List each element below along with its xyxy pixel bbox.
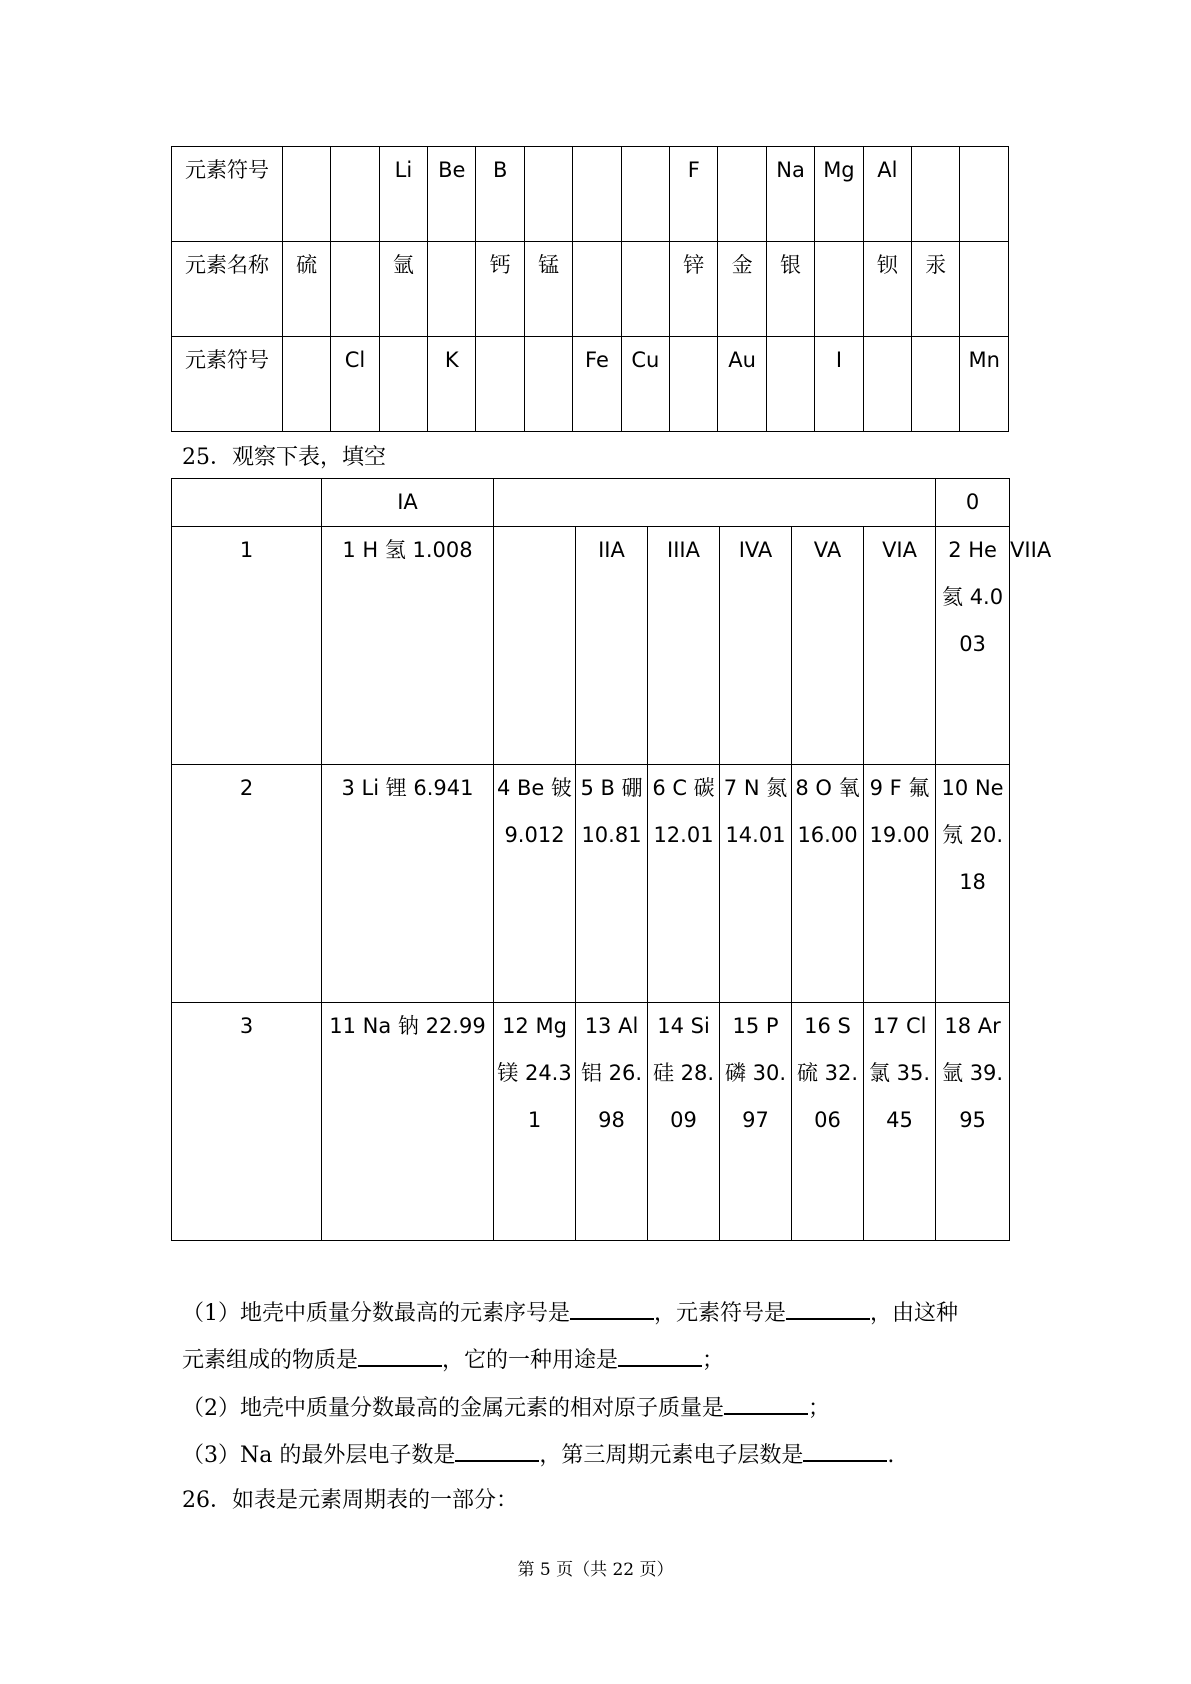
group-header-0: 0 xyxy=(936,479,1010,527)
table-cell: 银 xyxy=(766,242,814,337)
element-cell: 13 Al 铝 26.98 xyxy=(576,1003,648,1241)
question-26-title: 26．如表是元素周期表的一部分： xyxy=(182,1488,518,1513)
group-header-ia: IA xyxy=(322,479,494,527)
element-cell: 17 Cl 氯 35.45 xyxy=(864,1003,936,1241)
table-cell xyxy=(621,242,669,337)
question-text: 元素组成的物质是 xyxy=(182,1348,359,1373)
period-label: 3 xyxy=(172,1003,322,1241)
table-cell: Li xyxy=(379,147,427,242)
table-cell xyxy=(960,147,1009,242)
element-cell-he: 2 He 氦 4.003 xyxy=(936,527,1010,765)
answer-blank[interactable] xyxy=(786,1317,870,1320)
table-cell: 硫 xyxy=(282,242,330,337)
question-25-title: 25．观察下表，填空 xyxy=(182,445,386,470)
group-header: VIA xyxy=(864,527,936,765)
element-cell: 8 O 氧 16.00 xyxy=(792,765,864,1003)
table-cell xyxy=(718,147,766,242)
table-cell: Be xyxy=(428,147,476,242)
table-cell xyxy=(863,337,911,432)
table-cell: 汞 xyxy=(912,242,960,337)
element-cell-h: 1 H 氢 1.008 xyxy=(322,527,494,765)
question-text: （1）地壳中质量分数最高的元素序号是 xyxy=(182,1301,570,1326)
table-cell xyxy=(960,242,1009,337)
period-label: 2 xyxy=(172,765,322,1003)
table-cell xyxy=(331,242,379,337)
answer-blank[interactable] xyxy=(803,1459,887,1462)
table-cell: 钙 xyxy=(476,242,524,337)
table-row xyxy=(172,1003,1010,1241)
element-cell: 14 Si 硅 28.09 xyxy=(648,1003,720,1241)
question-text: （3）Na 的最外层电子数是 xyxy=(182,1443,456,1468)
table-cell: B xyxy=(476,147,524,242)
element-cell: 7 N 氮 14.01 xyxy=(720,765,792,1003)
table-cell xyxy=(573,147,621,242)
question-text: ，它的一种用途是 xyxy=(442,1348,619,1373)
table-cell: I xyxy=(815,337,863,432)
table-row: IIA IIIA IVA VA VIA VIIA xyxy=(172,527,1010,765)
element-cell: 11 Na 钠 22.99 xyxy=(322,1003,494,1241)
table-cell: Mn xyxy=(960,337,1009,432)
answer-blank[interactable] xyxy=(570,1317,654,1320)
question-1-line-2 xyxy=(182,1337,724,1384)
table-row xyxy=(172,765,1010,1003)
element-cell: 18 Ar 氩 39.95 xyxy=(936,1003,1010,1241)
empty-block xyxy=(494,479,936,527)
table-cell: Mg xyxy=(815,147,863,242)
table-cell: Al xyxy=(863,147,911,242)
element-cell: 4 Be 铍 9.012 xyxy=(494,765,576,1003)
group-header: VA xyxy=(792,527,864,765)
table-cell xyxy=(573,242,621,337)
element-cell: 10 Ne 氖 20.18 xyxy=(936,765,1010,1003)
table-cell: Cu xyxy=(621,337,669,432)
question-text: （2）地壳中质量分数最高的金属元素的相对原子质量是 xyxy=(182,1396,724,1421)
row-header: 元素符号 xyxy=(172,147,283,242)
table-cell: 钡 xyxy=(863,242,911,337)
table-cell xyxy=(670,337,718,432)
question-2 xyxy=(182,1385,830,1432)
table-cell: Na xyxy=(766,147,814,242)
table-row xyxy=(172,147,1009,242)
row-header: 元素符号 xyxy=(172,337,283,432)
answer-blank[interactable] xyxy=(618,1364,702,1367)
table-cell xyxy=(766,337,814,432)
periodic-table xyxy=(171,478,1052,1241)
table-row xyxy=(172,479,1010,527)
table-cell: Cl xyxy=(331,337,379,432)
row-header: 元素名称 xyxy=(172,242,283,337)
element-cell: 9 F 氟 19.00 xyxy=(864,765,936,1003)
table-cell xyxy=(815,242,863,337)
answer-blank[interactable] xyxy=(358,1364,442,1367)
answer-blank[interactable] xyxy=(455,1459,539,1462)
table-cell xyxy=(282,337,330,432)
answer-blank[interactable] xyxy=(724,1412,808,1415)
table-row xyxy=(172,337,1009,432)
table-cell xyxy=(282,147,330,242)
element-cell: 3 Li 锂 6.941 xyxy=(322,765,494,1003)
table-cell xyxy=(428,242,476,337)
question-text: ； xyxy=(702,1348,725,1373)
table-cell xyxy=(379,337,427,432)
table-cell xyxy=(912,147,960,242)
table-cell: K xyxy=(428,337,476,432)
page-footer: 第 5 页（共 22 页） xyxy=(517,1560,674,1580)
blank-group-cell xyxy=(494,527,576,765)
group-header: IVA xyxy=(720,527,792,765)
table-cell xyxy=(912,337,960,432)
table-cell xyxy=(476,337,524,432)
element-cell: 5 B 硼 10.81 xyxy=(576,765,648,1003)
element-table xyxy=(171,146,1009,432)
table-cell xyxy=(621,147,669,242)
question-text: ，由这种 xyxy=(870,1301,959,1326)
group-header: IIA xyxy=(576,527,648,765)
element-cell: 15 P 磷 30.97 xyxy=(720,1003,792,1241)
table-cell: Fe xyxy=(573,337,621,432)
table-cell: 金 xyxy=(718,242,766,337)
element-cell: 12 Mg 镁 24.31 xyxy=(494,1003,576,1241)
table-cell: 氩 xyxy=(379,242,427,337)
corner-cell xyxy=(172,479,322,527)
table-cell: 锰 xyxy=(524,242,572,337)
table-cell: 锌 xyxy=(670,242,718,337)
period-label: 1 xyxy=(172,527,322,765)
question-text: ； xyxy=(808,1396,831,1421)
question-3 xyxy=(182,1432,894,1479)
table-cell xyxy=(331,147,379,242)
question-text: ，第三周期元素电子层数是 xyxy=(539,1443,804,1468)
group-header: IIIA xyxy=(648,527,720,765)
question-1-line-1 xyxy=(182,1290,958,1337)
table-cell: F xyxy=(670,147,718,242)
table-cell: Au xyxy=(718,337,766,432)
question-text: . xyxy=(887,1443,895,1468)
element-cell: 6 C 碳 12.01 xyxy=(648,765,720,1003)
question-text: ，元素符号是 xyxy=(654,1301,787,1326)
table-cell xyxy=(524,147,572,242)
table-cell xyxy=(524,337,572,432)
table-row xyxy=(172,242,1009,337)
element-cell: 16 S 硫 32.06 xyxy=(792,1003,864,1241)
